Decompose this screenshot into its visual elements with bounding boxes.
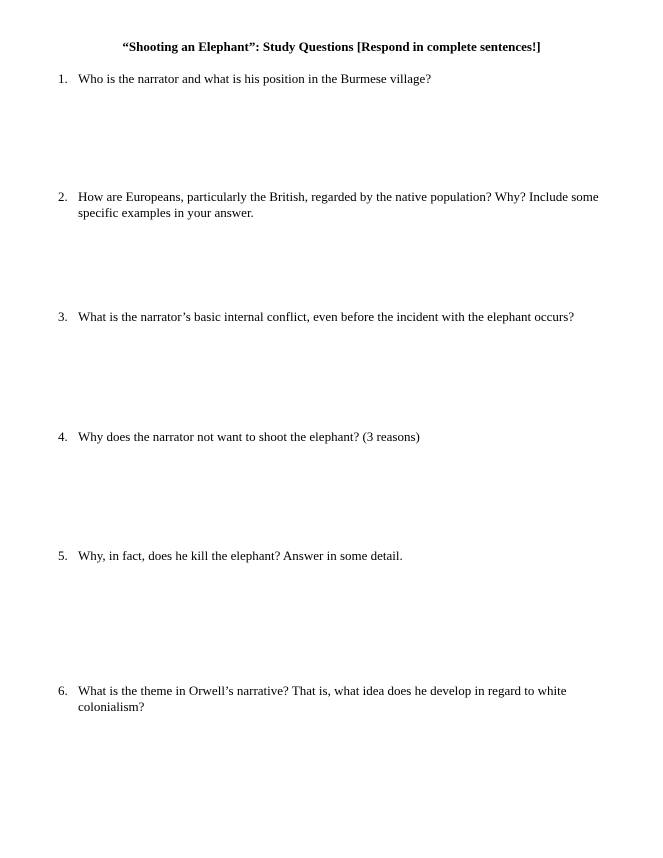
question-item [58,309,618,325]
question-number: 1. [58,71,68,86]
page-title: “Shooting an Elephant”: Study Questions [Respond in complete sentences!] [122,39,541,54]
question-text: Who is the narrator and what is his position in the Burmese village? [78,71,432,86]
question-item [58,71,618,87]
question-number: 3. [58,309,68,324]
question-item [58,189,618,221]
question-text: What is the narrator’s basic internal conflict, even before the incident with the elephant occurs? [78,309,575,324]
question-item [58,429,618,445]
question-item [58,683,618,715]
question-text: Why, in fact, does he kill the elephant? Answer in some detail. [78,548,403,563]
question-number: 2. [58,189,68,204]
question-number: 4. [58,429,68,444]
question-text: What is the theme in Orwell’s narrative? That is, what idea does he develop in regard to white colonialism? [78,683,567,714]
question-text: Why does the narrator not want to shoot the elephant? (3 reasons) [78,429,420,444]
question-number: 6. [58,683,68,698]
question-number: 5. [58,548,68,563]
question-text: How are Europeans, particularly the British, regarded by the native population? Why? Include some specific examples in your answer. [78,189,599,220]
question-item [58,548,618,564]
